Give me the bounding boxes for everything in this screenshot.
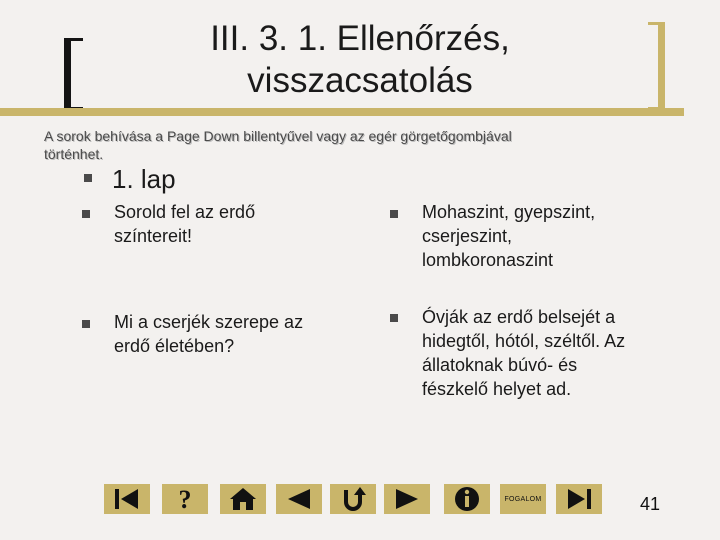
help-icon xyxy=(173,486,197,512)
help-button[interactable] xyxy=(162,484,208,514)
hint-line-2: történhet. xyxy=(44,146,104,162)
slide-title-line-2: visszacsatolás xyxy=(247,61,473,100)
bullet-icon xyxy=(82,210,90,218)
info-icon xyxy=(454,486,480,512)
answer-1-line-2: cserjeszint, xyxy=(422,226,513,246)
home-button[interactable] xyxy=(220,484,266,514)
title-bracket-right xyxy=(648,22,665,110)
info-button[interactable] xyxy=(444,484,490,514)
slide-title xyxy=(120,18,600,102)
answer-2-line-3: állatoknak búvó- és xyxy=(422,355,578,375)
question-2-line-2: erdő életében? xyxy=(114,336,235,356)
bullet-icon xyxy=(390,210,398,218)
first-page-icon xyxy=(112,487,142,511)
bullet-icon xyxy=(84,174,92,182)
answer-2-line-4: fészkelő helyet ad. xyxy=(422,379,572,399)
answer-1 xyxy=(422,200,684,272)
return-button[interactable] xyxy=(330,484,376,514)
question-1-line-1: Sorold fel az erdő xyxy=(114,202,256,222)
lap-heading: 1. lap xyxy=(112,164,176,194)
question-2 xyxy=(114,310,354,358)
question-1 xyxy=(114,200,344,248)
previous-icon xyxy=(284,487,314,511)
glossary-button[interactable] xyxy=(500,484,546,514)
return-icon xyxy=(338,486,368,512)
slide-title-line-1: III. 3. 1. Ellenőrzés, xyxy=(210,19,510,58)
answer-2-line-2: hidegtől, hótól, széltől. Az xyxy=(422,331,626,351)
question-1-line-2: színtereit! xyxy=(114,226,193,246)
hint-line-1: A sorok behívása a Page Down billentyűvel vagy az egér görgetőgombjával xyxy=(44,128,512,144)
last-page-button[interactable] xyxy=(556,484,602,514)
next-button[interactable] xyxy=(384,484,430,514)
first-page-button[interactable] xyxy=(104,484,150,514)
navigation-hint xyxy=(44,127,684,163)
last-page-icon xyxy=(564,487,594,511)
answer-1-line-1: Mohaszint, gyepszint, xyxy=(422,202,596,222)
title-underline-bar xyxy=(0,108,684,116)
answer-2 xyxy=(422,305,692,401)
question-2-line-1: Mi a cserjék szerepe az xyxy=(114,312,304,332)
bullet-icon xyxy=(390,314,398,322)
next-icon xyxy=(392,487,422,511)
previous-button[interactable] xyxy=(276,484,322,514)
home-icon xyxy=(228,486,258,512)
page-number: 41 xyxy=(640,494,661,514)
answer-1-line-3: lombkoronaszint xyxy=(422,250,554,270)
svg-text:?: ? xyxy=(178,486,192,512)
glossary-label: FOGALOM xyxy=(504,495,542,503)
answer-2-line-1: Óvják az erdő belsejét a xyxy=(422,307,616,327)
title-bracket-left xyxy=(64,38,83,110)
slide-navigation-bar xyxy=(0,484,720,514)
bullet-icon xyxy=(82,320,90,328)
